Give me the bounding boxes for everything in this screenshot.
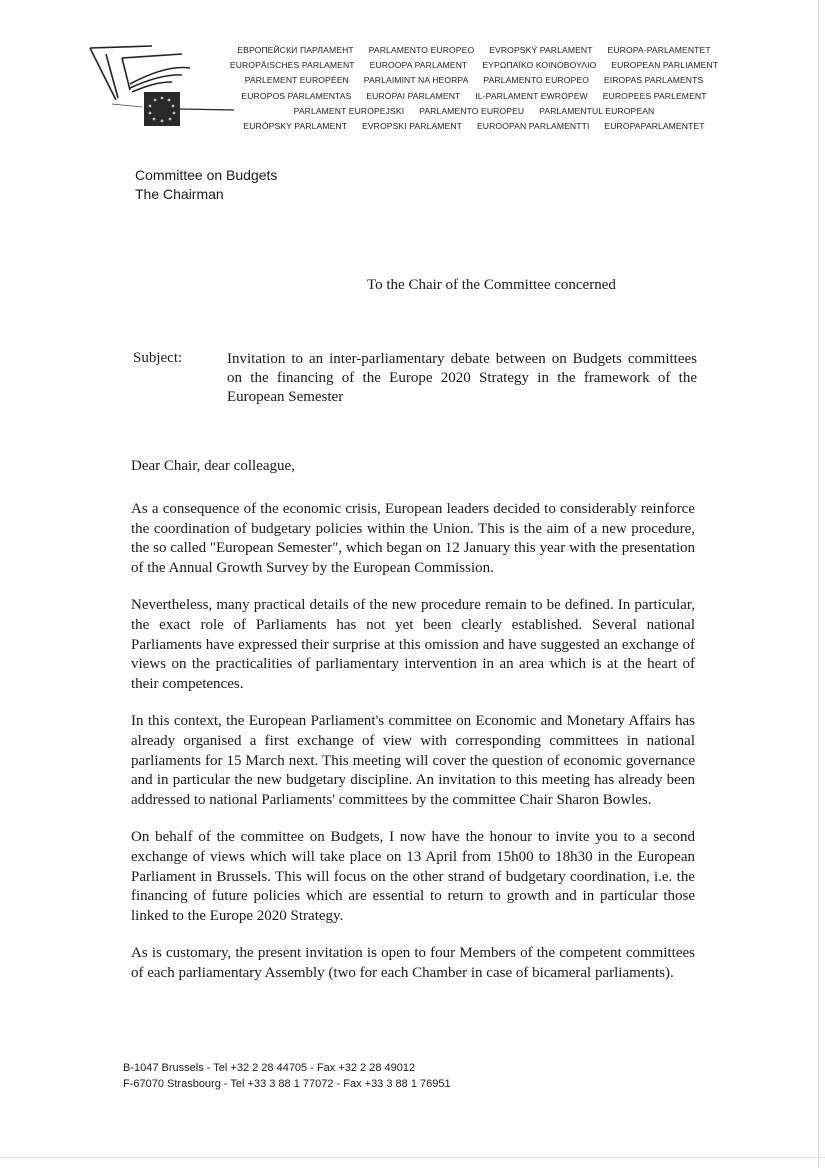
letter-body <box>131 500 695 1001</box>
paragraph-5: As is customary, the present invitation is open to four Members of the competent committees of each parliamentary Assembly (two for each Chamber in case of bicameral parliaments). <box>131 945 695 981</box>
footer-strasbourg: F-67070 Strasbourg - Tel +33 3 88 1 77072 - Fax +33 3 88 1 76951 <box>123 1077 451 1090</box>
parliament-names-header <box>224 43 724 134</box>
recipient-line: To the Chair of the Committee concerned <box>367 277 616 293</box>
sender-block <box>135 166 277 203</box>
sender-role: The Chairman <box>135 185 224 202</box>
lang-line-3: PARLEMENT EUROPÉEN PARLAIMINT NA HEORPA PARLAMENTO EUROPEO EIROPAS PARLAMENTS <box>244 75 704 86</box>
subject-label: Subject: <box>133 350 183 366</box>
lang-line-2: EUROPÄISCHES PARLAMENT EUROOPA PARLAMENT ΕΥΡΩΠΑΪΚΟ ΚΟΙΝΟΒΟΥΛΙΟ EUROPEAN PARLIAMENT <box>229 60 719 71</box>
salutation: Dear Chair, dear colleague, <box>131 458 295 474</box>
sender-committee: Committee on Budgets <box>135 167 278 183</box>
lang-line-4: EUROPOS PARLAMENTAS EURÓPAI PARLAMENT IL-PARLAMENT EWROPEW EUROPEES PARLEMENT <box>241 90 707 101</box>
paragraph-2: Nevertheless, many practical details of the new procedure remain to be defined. In particular, the exact role of Parliaments has not yet been clearly established. Several national Parliaments have expressed their surprise at this omission and have suggested an exchange of views on the practicalities of parliamentary intervention in an area which is at the heart of their competences. <box>131 597 695 692</box>
page-edge-right <box>818 0 819 1168</box>
subject-text: Invitation to an inter-parliamentary debate between on Budgets committees on the financing of the Europe 2020 Strategy in the framework of the European Semester <box>227 351 697 405</box>
footer-brussels: B-1047 Brussels - Tel +32 2 28 44705 - Fax +32 2 28 49012 <box>123 1062 416 1074</box>
paragraph-4: On behalf of the committee on Budgets, I now have the honour to invite you to a second exchange of views which will take place on 13 April from 15h00 to 18h30 in the European Parliament in Brussels. This will focus on the other strand of budgetary coordination, i.e. the financing of future policies which are essential to return to growth and in particular those linked to the Europe 2020 Strategy. <box>131 829 695 924</box>
lang-line-5: PARLAMENT EUROPEJSKI PARLAMENTO EUROPEU PARLAMENTUL EUROPEAN <box>293 105 655 116</box>
european-parliament-logo <box>86 40 236 132</box>
lang-line-6: EURÓPSKY PARLAMENT EVROPSKI PARLAMENT EUROOPAN PARLAMENTTI EUROPAPARLAMENTET <box>243 120 705 131</box>
page-edge-bottom <box>0 1157 825 1158</box>
paragraph-1: As a consequence of the economic crisis, European leaders decided to considerably reinforce the coordination of budgetary policies within the Union. This is the aim of a new procedure, the so called "European Semester", which began on 12 January this year with the presentation of the Annual Growth Survey by the European Commission. <box>131 501 695 576</box>
lang-line-1: ЕВРОПЕЙСКИ ПАРЛАМЕНТ PARLAMENTO EUROPEO EVROPSKÝ PARLAMENT EUROPA-PARLAMENTET <box>237 45 711 55</box>
paragraph-3: In this context, the European Parliament's committee on Economic and Monetary Affairs has already organised a first exchange of view with corresponding committees in national parliaments for 15 March next. This meeting will cover the question of economic governance and in particular the new budgetary discipline. An invitation to this meeting has already been addressed to national Parliaments' committees by the committee Chair Sharon Bowles. <box>131 713 695 808</box>
footer-address <box>123 1061 451 1092</box>
